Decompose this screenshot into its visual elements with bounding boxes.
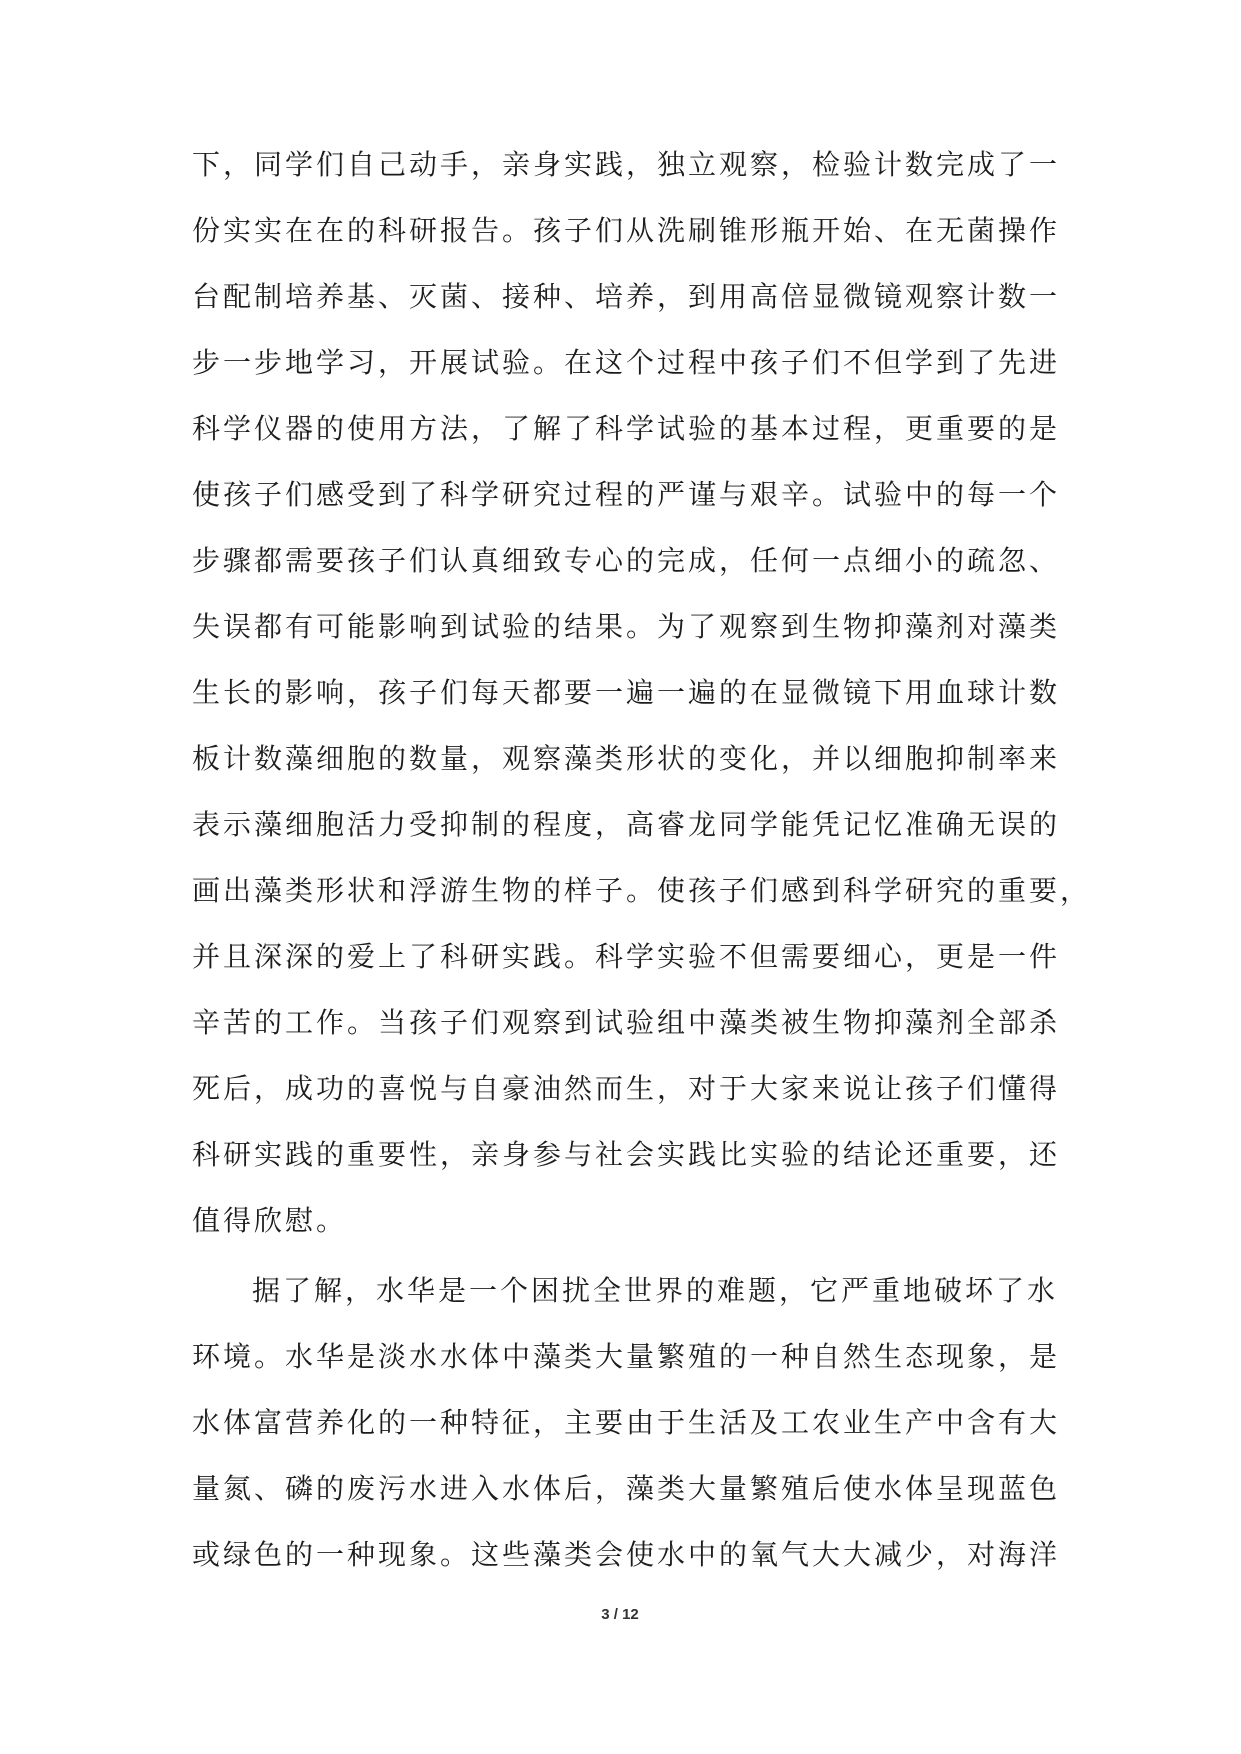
text-line: 辛苦的工作。当孩子们观察到试验组中藻类被生物抑藻剂全部杀 xyxy=(192,1006,1061,1039)
text-line: 失误都有可能影响到试验的结果。为了观察到生物抑藻剂对藻类 xyxy=(192,610,1061,643)
text-line: 值得欣慰。 xyxy=(192,1204,348,1237)
text-line: 环境。水华是淡水水体中藻类大量繁殖的一种自然生态现象，是 xyxy=(192,1340,1061,1373)
text-line: 板计数藻细胞的数量，观察藻类形状的变化，并以细胞抑制率来 xyxy=(192,742,1061,775)
text-line: 表示藻细胞活力受抑制的程度，高睿龙同学能凭记忆准确无误的 xyxy=(192,808,1061,841)
text-line: 量氮、磷的废污水进入水体后，藻类大量繁殖后使水体呈现蓝色 xyxy=(192,1472,1061,1505)
text-line: 份实实在在的科研报告。孩子们从洗刷锥形瓶开始、在无菌操作 xyxy=(192,214,1061,247)
text-line: 据了解，水华是一个困扰全世界的难题，它严重地破坏了水 xyxy=(252,1274,1059,1307)
text-line: 并且深深的爱上了科研实践。科学实验不但需要细心，更是一件 xyxy=(192,940,1061,973)
text-line: 科研实践的重要性，亲身参与社会实践比实验的结论还重要，还 xyxy=(192,1138,1061,1171)
text-line: 台配制培养基、灭菌、接种、培养，到用高倍显微镜观察计数一 xyxy=(192,280,1061,313)
text-line: 下，同学们自己动手，亲身实践，独立观察，检验计数完成了一 xyxy=(192,148,1061,181)
text-line: 使孩子们感受到了科学研究过程的严谨与艰辛。试验中的每一个 xyxy=(192,478,1061,511)
text-line: 科学仪器的使用方法，了解了科学试验的基本过程，更重要的是 xyxy=(192,412,1061,445)
text-line: 或绿色的一种现象。这些藻类会使水中的氧气大大减少，对海洋 xyxy=(192,1538,1061,1571)
text-line: 步一步地学习，开展试验。在这个过程中孩子们不但学到了先进 xyxy=(192,346,1061,379)
text-line: 生长的影响，孩子们每天都要一遍一遍的在显微镜下用血球计数 xyxy=(192,676,1061,709)
page-number: 3 / 12 xyxy=(601,1606,639,1623)
text-line: 水体富营养化的一种特征，主要由于生活及工农业生产中含有大 xyxy=(192,1406,1061,1439)
text-line: 死后，成功的喜悦与自豪油然而生，对于大家来说让孩子们懂得 xyxy=(192,1072,1061,1105)
text-line: 画出藻类形状和浮游生物的样子。使孩子们感到科学研究的重要， xyxy=(192,874,1092,907)
text-line: 步骤都需要孩子们认真细致专心的完成，任何一点细小的疏忽、 xyxy=(192,544,1061,577)
